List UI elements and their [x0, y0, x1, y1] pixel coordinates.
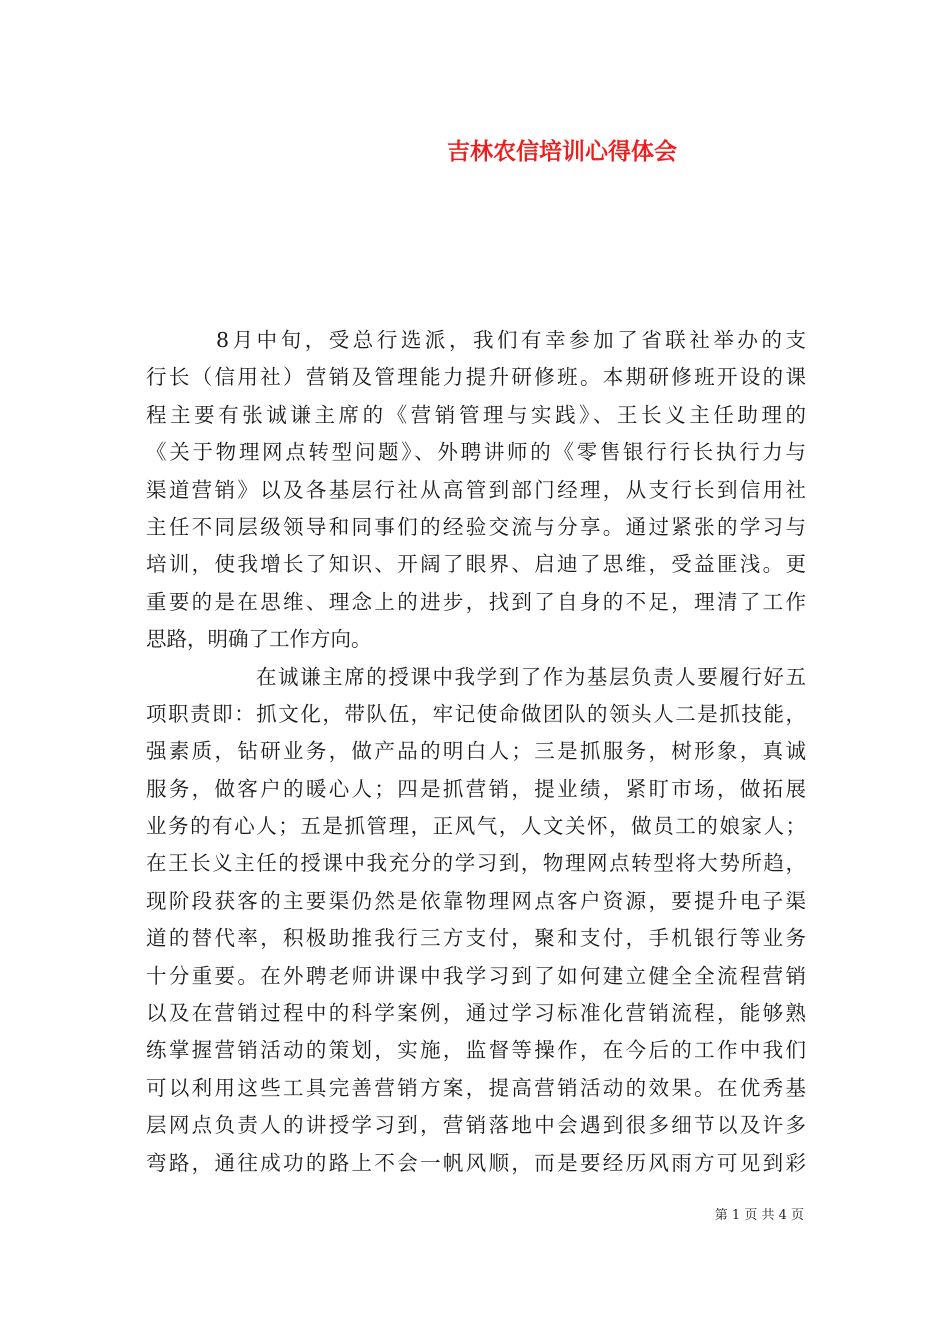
body-line: 以及在营销过程中的科学案例，通过学习标准化营销流程，能够熟: [146, 1001, 806, 1026]
body-line: 思路，明确了工作方向。: [146, 627, 372, 652]
document-title: 吉林农信培训心得体会: [447, 138, 677, 165]
body-line: 十分重要。在外聘老师讲课中我学习到了如何建立健全全流程营销: [146, 963, 806, 988]
body-line: 道的替代率，积极助推我行三方支付，聚和支付，手机银行等业务: [146, 926, 806, 951]
body-line: 层网点负责人的讲授学习到，营销落地中会遇到很多细节以及许多: [146, 1113, 806, 1138]
body-line: 在诚谦主席的授课中我学到了作为基层负责人要履行好五: [256, 664, 806, 689]
page-footer: 第 1 页 共 4 页: [714, 1208, 804, 1223]
title-container: [0, 133, 950, 173]
body-line: 在王长义主任的授课中我充分的学习到，物理网点转型将大势所趋，: [146, 851, 806, 876]
body-line: 程主要有张诚谦主席的《营销管理与实践》、王长义主任助理的: [146, 402, 806, 427]
body-line: 弯路，通往成功的路上不会一帆风顺，而是要经历风雨方可见到彩: [146, 1150, 806, 1175]
body-line: 主任不同层级领导和同事们的经验交流与分享。通过紧张的学习与: [146, 514, 806, 539]
body-line: 练掌握营销活动的策划，实施，监督等操作，在今后的工作中我们: [146, 1038, 806, 1063]
body-line: 行长（信用社）营销及管理能力提升研修班。本期研修班开设的课: [146, 365, 806, 390]
body-line: 渠道营销》以及各基层行社从高管到部门经理，从支行长到信用社: [146, 477, 806, 502]
body-line: 服务，做客户的暖心人；四是抓营销，提业绩，紧盯市场，做拓展: [146, 776, 806, 801]
body-line: 重要的是在思维、理念上的进步，找到了自身的不足，理清了工作: [146, 589, 806, 614]
body-line: 《关于物理网点转型问题》、外聘讲师的《零售银行行长执行力与: [146, 440, 806, 465]
body-line: 8月中旬，受总行选派，我们有幸参加了省联社举办的支: [216, 328, 806, 352]
body-line: 项职责即：抓文化，带队伍，牢记使命做团队的领头人二是抓技能，: [146, 701, 806, 726]
body-line: 可以利用这些工具完善营销方案，提高营销活动的效果。在优秀基: [146, 1075, 806, 1100]
body-line: 强素质，钻研业务，做产品的明白人；三是抓服务，树形象，真诚: [146, 739, 806, 764]
body-line: 培训，使我增长了知识、开阔了眼界、启迪了思维，受益匪浅。更: [146, 552, 806, 577]
body-line: 现阶段获客的主要渠仍然是依靠物理网点客户资源，要提升电子渠: [146, 888, 806, 913]
document-body: [146, 322, 806, 1182]
body-line: 业务的有心人；五是抓管理，正风气，人文关怀，做员工的娘家人；: [146, 814, 806, 839]
